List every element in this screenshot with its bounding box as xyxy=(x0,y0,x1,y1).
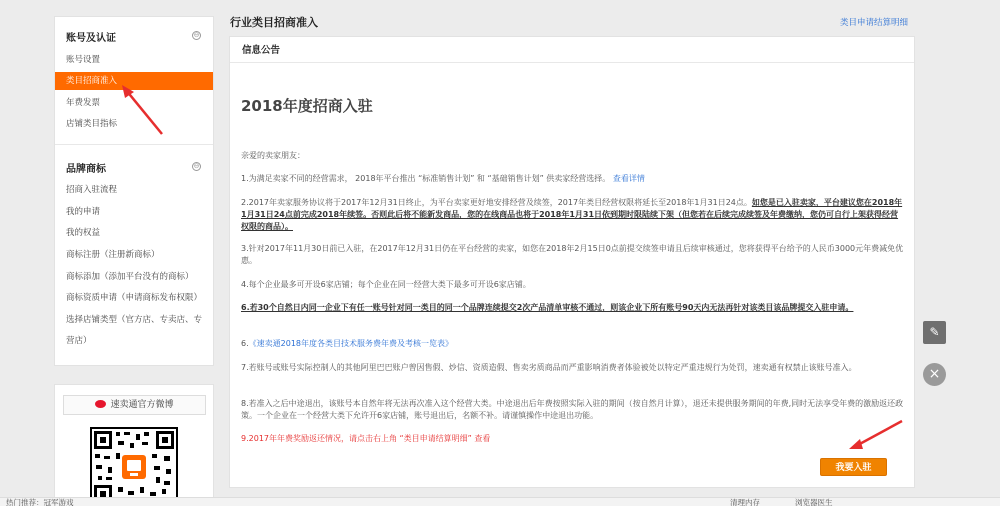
greeting: 亲爱的卖家朋友： xyxy=(241,151,305,160)
annotation-arrow-sidebar xyxy=(118,84,168,138)
sidebar-item-category-admission[interactable]: 类目招商准入 xyxy=(55,72,213,90)
close-icon[interactable]: × xyxy=(923,363,946,386)
sidebar-item-account-settings[interactable]: 账号设置 xyxy=(66,55,101,65)
notice-item-6-prefix: 6. xyxy=(241,339,249,348)
notice-item-8: 8.若准入之后中途退出，该账号本自然年将无法再次准入这个经营大类。中途退出后年费按照实际入驻的期间（按自然月计算），退还未提供服务期间的年费,同时无法享受年费的激励返还政策。一个企业在一个经营大类下允许开6家店铺，账号退出后，名额不补。请谨慎操作中途退出功能。 xyxy=(241,399,904,420)
panel-header: 信息公告 xyxy=(230,37,914,63)
annotation-arrow-button xyxy=(846,418,906,452)
collapse-icon[interactable]: ⊖ xyxy=(193,31,200,39)
sidebar-group-brand-title: 品牌商标 xyxy=(66,164,106,175)
sidebar-item-store-type-cont[interactable]: 营店） xyxy=(66,336,92,346)
notice-item-1 xyxy=(241,173,906,185)
sidebar-divider xyxy=(55,144,213,145)
join-button[interactable]: 我要入驻 xyxy=(820,458,887,476)
sidebar-item-trademark-register[interactable]: 商标注册（注册新商标） xyxy=(66,250,160,260)
sidebar-item-admission-process[interactable]: 招商入驻流程 xyxy=(66,185,118,195)
notice-item-3: 3.针对2017年11月30日前已入驻，在2017年12月31日仍在平台经营的卖家，如您在2018年2月15日0点前提交续签申请且后续审核通过，您将获得平台给予的人民币3000元年费减免优惠。 xyxy=(241,244,904,265)
qr-code xyxy=(90,427,178,506)
page-title: 行业类目招商准入 xyxy=(230,16,318,29)
edit-icon[interactable]: ✎ xyxy=(923,321,946,344)
notice-item-2 xyxy=(241,197,906,233)
hot-recommend-text[interactable]: 热门推荐：冠军游戏 xyxy=(6,498,74,506)
notice-item-2-text: 2.2017年卖家服务协议将于2017年12月31日终止，为平台卖家更好地安排经营及续签，2017年类目经营权限将延长至2018年1月31日24点。 xyxy=(241,198,752,207)
sidebar-item-trademark-qualification[interactable]: 商标资质申请（申请商标发布权限） xyxy=(66,293,203,303)
notice-item-6 xyxy=(241,338,906,350)
notice-item-5: 6.若30个自然日内同一企业下有任一账号针对同一类目的同一个品牌连续提交2次产品清单审核不通过，则该企业下所有账号90天内无法再针对该类目该品牌提交入驻申请。 xyxy=(241,303,854,312)
sidebar-item-trademark-add[interactable]: 商标添加（添加平台没有的商标） xyxy=(66,272,194,282)
fee-table-link[interactable]: 《速卖通2018年度各类目技术服务费年费及考核一览表》 xyxy=(248,339,453,348)
browser-doctor-item[interactable]: 浏览器医生 xyxy=(795,498,833,506)
weibo-box xyxy=(54,384,214,506)
notice-item-2-emphasis: 如您是已入驻卖家，平台建议您在2018年1月31日24点前完成2018年续签。否则此后将不能新发商品，您的在线商品也将于2018年1月31日依到期时限陆续下架（但您若在后续完成续签及年费缴纳，您仍可自行上架获得经营权限的商品）。 xyxy=(241,198,903,231)
weibo-icon xyxy=(95,400,106,408)
view-details-link[interactable]: 查看详情 xyxy=(612,174,645,183)
sidebar-item-my-rights[interactable]: 我的权益 xyxy=(66,228,101,238)
sidebar-item-annual-fee-invoice[interactable]: 年费发票 xyxy=(66,98,101,108)
notice-item-9 xyxy=(241,433,906,445)
browser-status-bar xyxy=(0,497,1000,506)
notice-title: 2018年度招商入驻 xyxy=(241,97,373,115)
notice-item-7: 7.若账号或账号实际控制人的其他阿里巴巴账户曾因售假、炒信、资质造假、售卖劣质商品而严重影响消费者体验被处以特定严重违规行为处罚，速卖通有权禁止该账号准入。 xyxy=(241,363,857,372)
notice-item-1-text: 1.为满足卖家不同的经营需求， 2018年平台推出 “标准销售计划” 和 “基础销售计划” 供卖家经营选择。 xyxy=(241,174,611,183)
clean-memory-item[interactable]: 清理内存 xyxy=(730,498,760,506)
sidebar-item-store-category-metrics[interactable]: 店铺类目指标 xyxy=(66,119,118,129)
sidebar-item-store-type[interactable]: 选择店铺类型（官方店、专卖店、专 xyxy=(66,315,203,325)
settlement-detail-link[interactable]: 类目申请结算明细 xyxy=(839,18,908,28)
sidebar xyxy=(54,16,214,366)
weibo-follow-button[interactable] xyxy=(63,395,206,415)
notice-item-9-text: 9.2017年年费奖励返还情况，请点击右上角 “类目申请结算明细” 查看 xyxy=(241,434,491,443)
weibo-button-label: 速卖通官方微博 xyxy=(110,400,174,410)
notice-panel xyxy=(229,36,915,488)
notice-item-4: 4.每个企业最多可开设6家店铺；每个企业在同一经营大类下最多可开设6家店铺。 xyxy=(241,280,531,289)
sidebar-item-my-applications[interactable]: 我的申请 xyxy=(66,207,101,217)
sidebar-group-account-title: 账号及认证 xyxy=(66,33,116,44)
collapse-icon[interactable]: ⊖ xyxy=(193,162,200,170)
